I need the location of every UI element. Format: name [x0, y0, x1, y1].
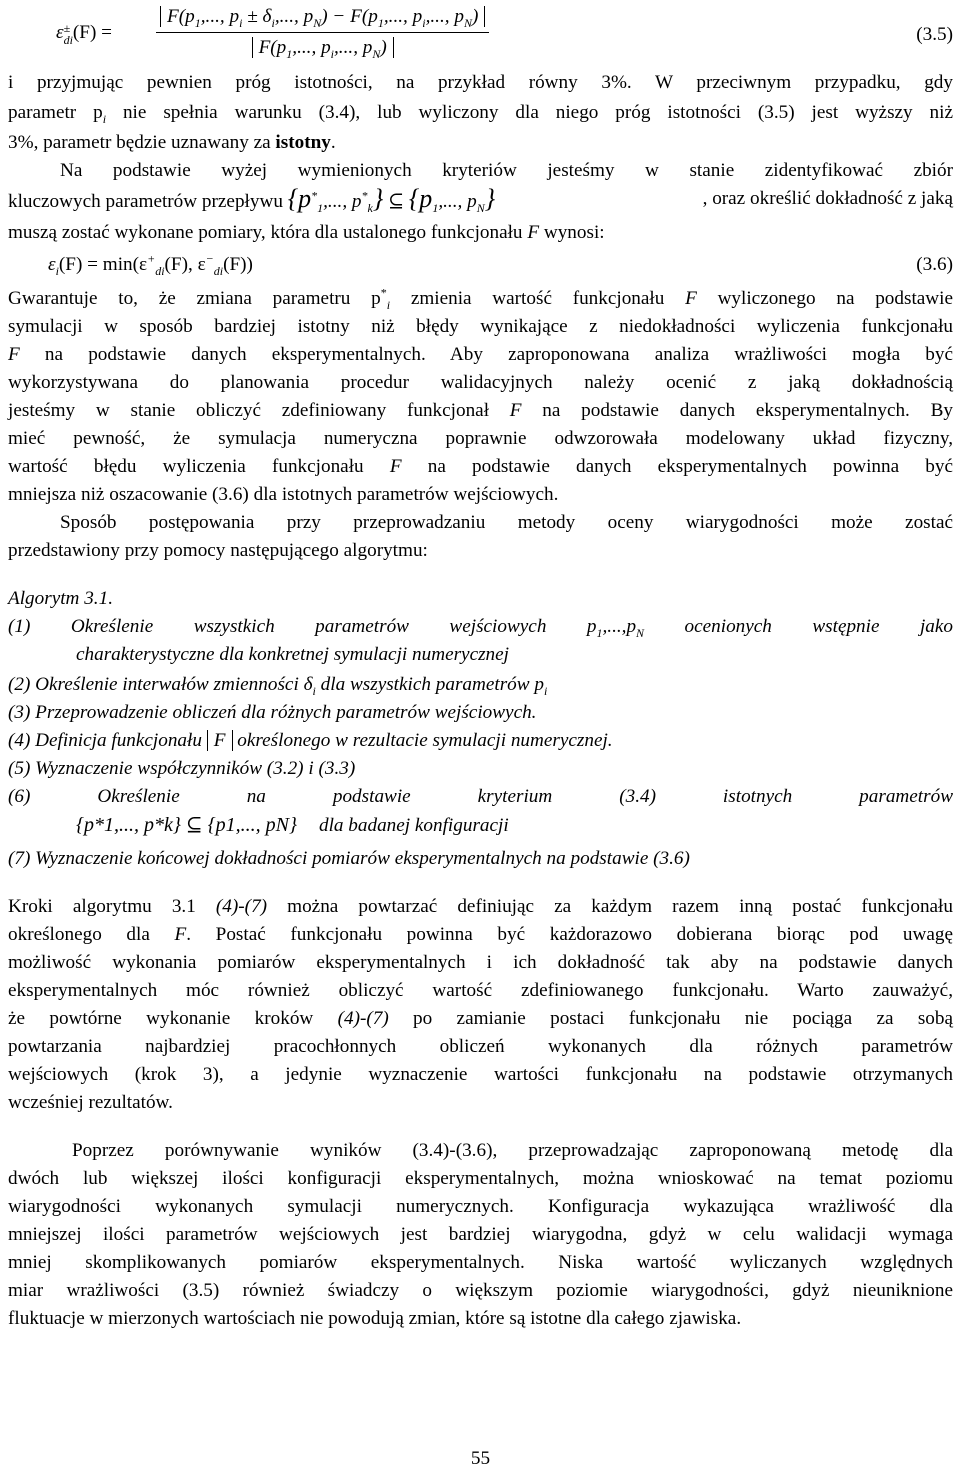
fraction-denominator: $F(p_1$,..., $p_i$,..., $p_N$) — [156, 35, 489, 61]
paragraph-line: określonego dla F. Postać funkcjonału powinna być każdorazowo dobierana biorąc pod uwagę — [8, 924, 953, 945]
page-number: 55 — [470, 1448, 491, 1469]
paragraph-line: wykorzystywana do planowania procedur walidacyjnych należy ocenić z jaką dokładnością — [8, 372, 953, 393]
paragraph-line: 3%, parametr będzie uznawany za istotny. — [8, 132, 336, 153]
paragraph-line: i przyjmując pewnien próg istotności, na przykład równy 3%. W przeciwnym przypadku, gdy — [8, 72, 953, 93]
algorithm-step-2: (2) Określenie interwałów zmienności $\delta_i$ dla wszystkich parametrów $p_i$ — [8, 674, 548, 698]
subset-symbol: ⊆ — [383, 191, 409, 212]
paragraph-line: miar wrażliwości (3.5) również świadczy o większym poziomie wiarygodności, gdyż nieuniknione — [8, 1280, 953, 1301]
algorithm-step-6: (6) Określenie na podstawie kryterium (3.4) istotnych parametrów — [8, 786, 953, 807]
paragraph-line: przedstawiony przy pomocy następującego algorytmu: — [8, 540, 428, 561]
paragraph-line: mniejszej ilości parametrów wejściowych jest bardziej wiarygodna, gdyż w celu walidacji wymaga — [8, 1224, 953, 1245]
paragraph-line: symulacji w sposób bardziej istotny niż błędy wynikające z niedokładności wyliczenia funkcjonału — [8, 316, 953, 337]
algorithm-step-7: (7) Wyznaczenie końcowej dokładności pomiarów eksperymentalnych na podstawie (3.6) — [8, 848, 690, 869]
paragraph-line: mieć pewność, że symulacja numeryczna poprawnie odwzorowała modelowany układ fizyczny, — [8, 428, 953, 449]
paragraph-line: Poprzez porównywanie wyników (3.4)-(3.6), przeprowadzając zaproponowaną metodę dla — [72, 1140, 953, 1161]
paragraph-line: jesteśmy w stanie obliczyć zdefiniowany funkcjonał F na podstawie danych eksperymentalnych. By — [8, 400, 953, 421]
paragraph-line: Kroki algorytmu 3.1 (4)-(7) można powtarzać definiując za każdym razem inną postać funkcjonału — [8, 896, 953, 917]
paragraph-line: eksperymentalnych móc również obliczyć wartość zdefiniowanego funkcjonału. Warto zauważyć, — [8, 980, 953, 1001]
algorithm-step-3: (3) Przeprowadzenie obliczeń dla różnych parametrów wejściowych. — [8, 702, 537, 723]
paragraph-line: wejściowych (krok 3), a jedynie wyznaczenie wartości funkcjonału na podstawie otrzymanych — [8, 1064, 953, 1085]
paragraph-line: muszą zostać wykonane pomiary, która dla ustalonego funkcjonału F wynosi: — [8, 222, 605, 243]
paragraph-line: możliwość wykonania pomiarów eksperymentalnych i ich dokładność tak aby na podstawie danych — [8, 952, 953, 973]
paragraph-line: Na podstawie wyżej wymienionych kryteriów jesteśmy w stanie zidentyfikować zbiór — [60, 160, 953, 181]
paragraph-line-with-sets: kluczowych parametrów przepływu {$p^*_1$,..., $p^*_k$} ⊆ {$p_1$,..., $p_N$} , oraz określić dokładność z jaką — [8, 184, 953, 215]
algorithm-step-5: (5) Wyznaczenie współczynników (3.2) i (3.3) — [8, 758, 356, 779]
paragraph-line: wcześniej rezultatów. — [8, 1092, 173, 1113]
paragraph-line: że powtórne wykonanie kroków (4)-(7) po zamianie postaci funkcjonału nie pociąga za sobą — [8, 1008, 954, 1029]
algorithm-title: Algorytm 3.1. — [8, 588, 113, 609]
algorithm-step-4: (4) Definicja funkcjonału F określonego w rezultacie symulacji numerycznej. — [8, 730, 613, 751]
algorithm-step-1: (1) Określenie wszystkich parametrów wejściowych $p_1,...,p_N$ ocenionych wstępnie jako — [8, 616, 953, 640]
paragraph-line: wiarygodności wykonanych symulacji numerycznych. Konfiguracja wykazująca wrażliwość dla — [8, 1196, 953, 1217]
document-page: ε ± di (F) = $F(p_1$,..., $p_i \pm \delta_i$,..., $p_N) - F(p_1$,..., $p_i$,..., $p_N$) $F(p_1$,..., $p_i$,..., $p_N$) (3.5) i przyjmując pewnien próg istotności, na przykład równy 3%. W przeciwnym przypadku, gdy parametr $p_i$ nie spełnia warunku (3.4), lub wyliczony dla niego próg istotności (3.5) jest wyższy niż 3%, parametr będzie uznawany za istotny. Na podstawie wyżej wymienionych kryteriów jesteśmy w stanie zidentyfikować zbiór kluczowych parametrów przepływu {$p^*_1$,..., $p^*_k$} ⊆ {$p_1$,..., $p_N$} , oraz określić dokładność z jaką muszą zostać wykonane pomiary, która dla ustalonego funkcjonału F wynosi: $\varepsilon_i(F) = \min(\varepsilon^+_{di}(F)$, $\varepsilon^-_{di}(F)$) (3.6) Gwarantuje to, że zmiana parametru $p^*_i$ zmienia wartość funkcjonału F wyliczonego na podstawie symulacji w sposób bardziej istotny niż błędy wynikające z niedokładności wyliczenia funkcjonału F na podstawie danych eksperymentalnych. Aby zaproponowana analiza wrażliwości mogła być wykorzystywana do planowania procedur walidacyjnych należy ocenić z jaką dokładnością jesteśmy w stanie obliczyć zdefiniowany funkcjonał F na podstawie danych eksperymentalnych. By mieć pewność, że symulacja numeryczna poprawnie odwzorowała modelowany układ fizyczny, wartość błędu wyliczenia funkcjonału F na podstawie danych eksperymentalnych powinna być mniejsza niż oszacowanie (3.6) dla istotnych parametrów wejściowych. Sposób postępowania przy przeprowadzaniu metody oceny wiarygodności może zostać przedstawiony przy pomocy następującego algorytmu: Algorytm 3.1. (1) Określenie wszystkich parametrów wejściowych $p_1,...,p_N$ ocenionych wstępnie jako charakterystyczne dla konkretnej symulacji numerycznej (2) Określenie interwałów zmienności $\delta_i$ dla wszystkich parametrów $p_i$ (3) Przeprowadzenie obliczeń dla różnych parametrów wejściowych. (4) Definicja funkcjonału F określonego w rezultacie symulacji numerycznej. (5) Wyznaczenie współczynników (3.2) i (3.3) (6) Określenie na podstawie kryterium (3.4) istotnych parametrów {p*1,..., p*k} ⊆ {p1,..., pN} dla badanej konfiguracji (7) Wyznaczenie końcowej dokładności pomiarów eksperymentalnych na podstawie (3.6) Kroki algorytmu 3.1 (4)-(7) można powtarzać definiując za każdym razem inną postać funkcjonału określonego dla F. Postać funkcjonału powinna być każdorazowo dobierana biorąc pod uwagę możliwość wykonania pomiarów eksperymentalnych i ich dokładność tak aby na podstawie danych eksperymentalnych móc również obliczyć wartość zdefiniowanego funkcjonału. Warto zauważyć, że powtórne wykonanie kroków (4)-(7) po zamianie postaci funkcjonału nie pociąga za sobą powtarzania najbardziej pracochłonnych obliczeń wykonanych dla różnych parametrów wejściowych (krok 3), a jedynie wyznaczenie wartości funkcjonału na podstawie otrzymanych wcześniej rezultatów. Poprzez porównywanie wyników (3.4)-(3.6), przeprowadzając zaproponowaną metodę dla dwóch lub większej ilości konfiguracji eksperymentalnych, można wnioskować na temat poziomu wiarygodności wykonanych symulacji numerycznych. Konfiguracja wykazująca wrażliwość dla mniejszej ilości parametrów wejściowych jest bardziej wiarygodna, gdyż w celu walidacji wymaga mniej skomplikowanych pomiarów eksperymentalnych. Niska wartość wyliczanych względnych miar wrażliwości (3.5) również świadczy o większym poziomie wiarygodności, gdyż nieuniknione fluktuacje w mierzonych wartościach nie powodują zmian, które są istotne dla całego zjawiska. 55 — [8, 6, 954, 1469]
paragraph-line: F na podstawie danych eksperymentalnych. Aby zaproponowana analiza wrażliwości mogła być — [8, 344, 953, 365]
paragraph-line: fluktuacje w mierzonych wartościach nie powodują zmian, które są istotne dla całego zjawiska. — [8, 1308, 742, 1329]
equation-3-5: ε ± di (F) = $F(p_1$,..., $p_i \pm \delta_i$,..., $p_N) - F(p_1$,..., $p_i$,..., $p_N$) $F(p_1$,..., $p_i$,..., $p_N$) (3.5) — [56, 6, 953, 61]
algorithm-step-1-cont: charakterystyczne dla konkretnej symulacji numerycznej — [76, 644, 509, 665]
equation-number: (3.6) — [916, 254, 953, 275]
paragraph-line: mniej skomplikowanych pomiarów eksperymentalnych. Niska wartość wyliczanych względnych — [8, 1252, 953, 1273]
paragraph-line: wartość błędu wyliczenia funkcjonału F na podstawie danych eksperymentalnych powinna być — [8, 456, 953, 477]
fraction-numerator: $F(p_1$,..., $p_i \pm \delta_i$,..., $p_N) - F(p_1$,..., $p_i$,..., $p_N$) — [156, 4, 489, 30]
paragraph-line: dwóch lub większej ilości konfiguracji eksperymentalnych, można wnioskować na temat poziomu — [8, 1168, 953, 1189]
paragraph-line: Gwarantuje to, że zmiana parametru $p^*_i$ zmienia wartość funkcjonału F wyliczonego na podstawie — [8, 285, 953, 312]
fraction-bar — [156, 32, 489, 33]
paragraph-line: powtarzania najbardziej pracochłonnych obliczeń wykonanych dla różnych parametrów — [8, 1036, 953, 1057]
fraction-3-5 — [156, 4, 489, 61]
paragraph-line: mniejsza niż oszacowanie (3.6) dla istotnych parametrów wejściowych. — [8, 484, 559, 505]
paragraph-line: Sposób postępowania przy przeprowadzaniu metody oceny wiarygodności może zostać — [60, 512, 953, 533]
key-parameter-set: {$p^*_1$,..., $p^*_k$} — [287, 184, 384, 215]
equation-number: (3.5) — [916, 24, 953, 45]
all-parameter-set: {$p_1$,..., $p_N$} — [408, 184, 496, 215]
paragraph-line: parametr $p_i$ nie spełnia warunku (3.4), lub wyliczony dla niego próg istotności (3.5) jest wyższy niż — [8, 102, 954, 126]
algorithm-step-6-cont: {p*1,..., p*k} ⊆ {p1,..., pN} dla badanej konfiguracji — [76, 814, 509, 836]
parameter-subset-formula: {p*1,..., p*k} ⊆ {p1,..., pN} — [76, 814, 297, 836]
